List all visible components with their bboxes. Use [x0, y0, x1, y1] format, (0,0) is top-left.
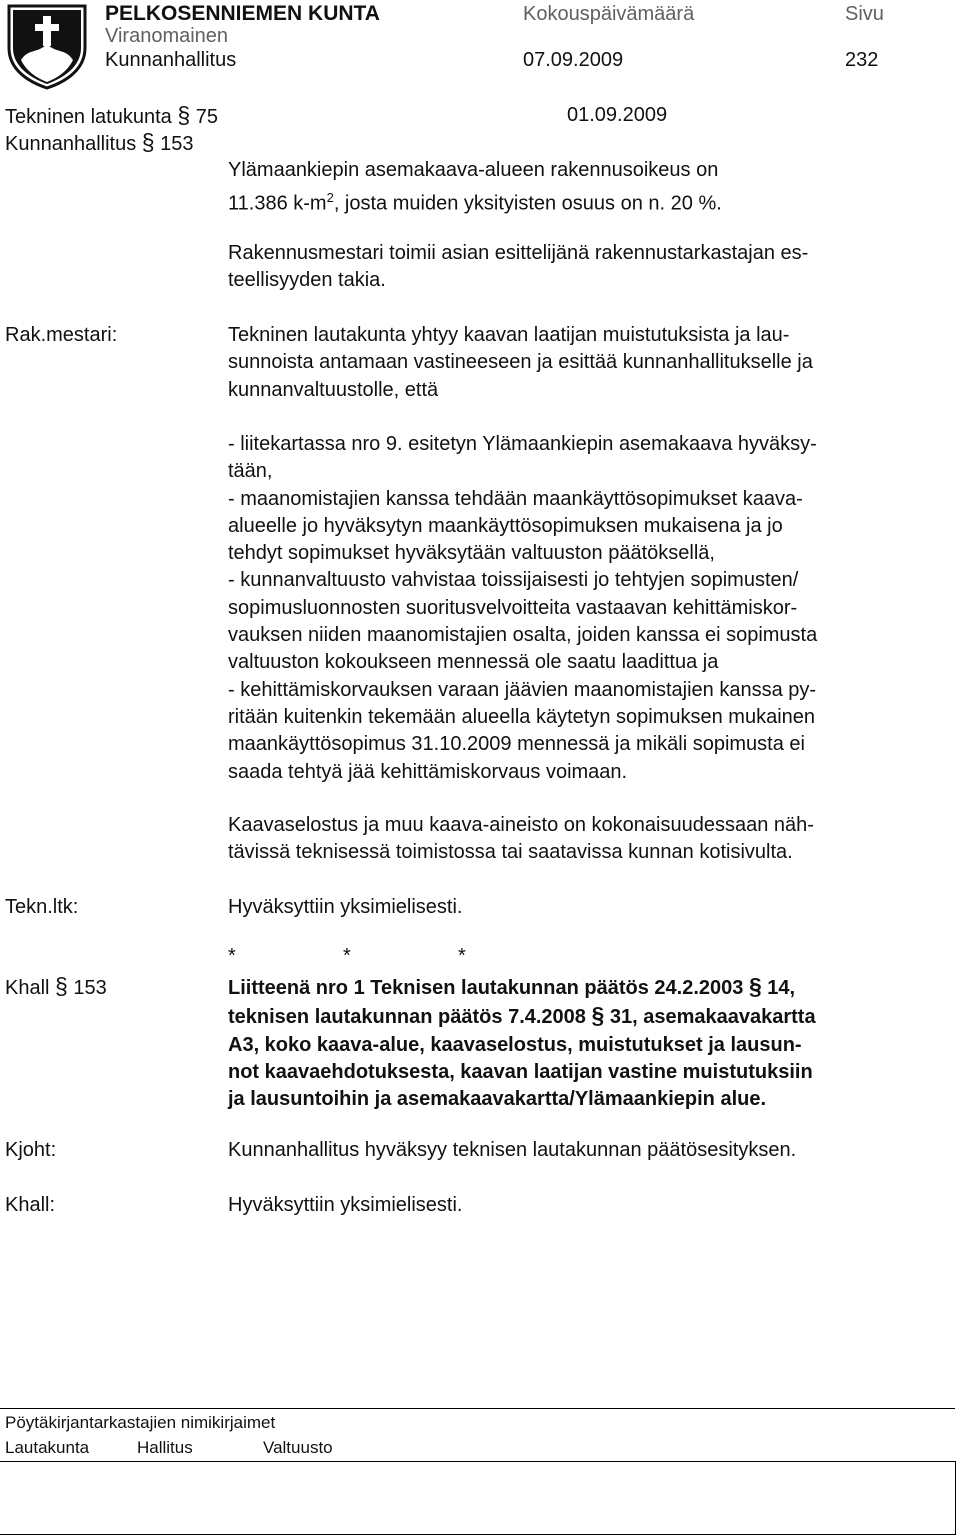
proposal-paragraph	[228, 322, 813, 404]
kjoht-label: Kjoht:	[5, 1139, 57, 1161]
authority-name: Kunnanhallitus	[105, 49, 237, 71]
section-sign: §	[141, 129, 155, 155]
intro-line	[228, 184, 722, 218]
star: *	[228, 945, 236, 967]
tekn-label: Tekn.ltk:	[5, 896, 79, 918]
star: *	[343, 945, 351, 967]
proposal-item-line: tehdyt sopimukset hyväksytään valtuuston päätöksellä,	[228, 542, 715, 565]
proposal-item-line: - maanomistajien kanssa tehdään maankäyttösopimukset kaava-	[228, 487, 803, 510]
footer-col-hallitus: Hallitus	[137, 1438, 193, 1457]
org-name: PELKOSENNIEMEN KUNTA	[105, 2, 380, 25]
proposal-line: sunnoista antamaan vastineeseen ja esittää kunnanhallitukselle ja	[228, 351, 813, 374]
section-sign: §	[748, 973, 762, 999]
khall-153-label	[5, 973, 107, 1002]
tekn-decision: Hyväksyttiin yksimielisesti.	[228, 896, 463, 918]
proposal-item-line: - liitekartassa nro 9. esitetyn Ylämaankiepin asemakaava hyväksy-	[228, 433, 817, 455]
intro-line: Ylämaankiepin asemakaava-alueen rakennusoikeus on	[228, 159, 719, 181]
footer-title: Pöytäkirjantarkastajien nimikirjaimet	[5, 1413, 276, 1432]
ref-body: Kunnanhallitus	[5, 133, 137, 155]
proposal-item-line: - kunnanvaltuusto vahvistaa toissijaisesti jo tehtyjen sopimusten/	[228, 569, 799, 592]
ref-section: 153	[160, 133, 194, 155]
attachments-text: Liitteenä nro 1 Teknisen lautakunnan päätös 24.2.2003	[228, 977, 744, 999]
proposal-item-line: maankäyttösopimus 31.10.2009 mennessä ja mikäli sopimusta ei	[228, 733, 805, 756]
ref-date: 01.09.2009	[567, 104, 668, 126]
superscript: 2	[326, 190, 334, 206]
closing-line: tävissä teknisessä toimistossa tai saatavissa kunnan kotisivulta.	[228, 841, 793, 864]
intro-text: 11.386 k-m	[228, 192, 327, 215]
meeting-date: 07.09.2009	[523, 49, 624, 71]
ref-tekninen	[5, 102, 218, 131]
separator-stars	[228, 943, 573, 970]
meeting-date-label: Kokouspäivämäärä	[523, 3, 695, 25]
proposal-item-line: tään,	[228, 460, 273, 483]
attachments-text: 31, asemakaavakartta	[609, 1006, 816, 1029]
ref-body: Tekninen latukunta	[5, 106, 172, 128]
khall-decision-text: Hyväksyttiin yksimielisesti.	[228, 1194, 463, 1216]
attachments-text: teknisen lautakunnan päätös 7.4.2008	[228, 1006, 586, 1029]
signature-box	[0, 1461, 956, 1535]
page-number: 232	[845, 49, 879, 71]
attachments-text: 14,	[767, 977, 796, 999]
kjoht-text: Kunnanhallitus hyväksyy teknisen lautakunnan päätösesityksen.	[228, 1139, 797, 1161]
intro-line: teellisyyden takia.	[228, 269, 386, 292]
attachments-line: A3, koko kaava-alue, kaavaselostus, muistutukset ja lausun-	[228, 1033, 802, 1056]
khall-section: 153	[73, 977, 107, 999]
proposal-items	[228, 431, 817, 786]
star: *	[458, 945, 466, 967]
section-sign: §	[177, 102, 191, 128]
intro-paragraph	[228, 157, 722, 218]
proposal-item-line: alueelle jo hyväksytyn maankäyttösopimuksen mukaisena ja jo	[228, 514, 783, 537]
proposal-line: Tekninen lautakunta yhtyy kaavan laatijan muistutuksista ja lau-	[228, 324, 790, 346]
attachments-line	[228, 973, 816, 1002]
proposal-item-line: vauksen niiden maanomistajien osalta, joiden kanssa ei sopimusta	[228, 624, 818, 647]
closing-line: Kaavaselostus ja muu kaava-aineisto on kokonaisuudessaan näh-	[228, 814, 814, 836]
presenter-paragraph	[228, 240, 808, 295]
attachments-paragraph	[228, 973, 816, 1113]
intro-text: , josta muiden yksityisten osuus on n. 20 %.	[333, 192, 722, 215]
proposal-line: kunnanvaltuustolle, että	[228, 378, 439, 401]
proposal-item-line: sopimusluonnosten suoritusvelvoitteita vastaavan kehittämiskor-	[228, 596, 798, 619]
closing-paragraph	[228, 812, 814, 867]
proposal-item-line: saada tehtyä jää kehittämiskorvaus voimaan.	[228, 760, 628, 783]
attachments-line	[228, 1002, 816, 1031]
proposal-label: Rak.mestari:	[5, 324, 118, 346]
khall-decision-label: Khall:	[5, 1194, 56, 1216]
authority-label: Viranomainen	[105, 25, 229, 47]
attachments-line: ja lausuntoihin ja asemakaavakartta/Ylämaankiepin alue.	[228, 1088, 767, 1111]
footer-col-valtuusto: Valtuusto	[263, 1438, 333, 1457]
municipal-crest-icon	[3, 2, 91, 90]
proposal-item-line: - kehittämiskorvauksen varaan jäävien maanomistajien kanssa py-	[228, 678, 817, 701]
attachments-line: not kaavaehdotuksesta, kaavan laatijan vastine muistutuksiin	[228, 1060, 813, 1083]
proposal-item-line: valtuuston kokoukseen mennessä ole saatu laadittua ja	[228, 651, 719, 674]
proposal-item-line: ritään kuitenkin tekemään alueella käytetyn sopimuksen mukainen	[228, 705, 816, 728]
ref-kunnanhallitus	[5, 129, 194, 158]
intro-line: Rakennusmestari toimii asian esittelijänä rakennustarkastajan es-	[228, 242, 809, 264]
ref-section: 75	[195, 106, 218, 128]
footer-col-lautakunta: Lautakunta	[5, 1438, 90, 1457]
page-label: Sivu	[845, 3, 884, 25]
khall-label: Khall	[5, 977, 50, 999]
section-sign: §	[591, 1002, 605, 1029]
section-sign: §	[55, 973, 68, 999]
